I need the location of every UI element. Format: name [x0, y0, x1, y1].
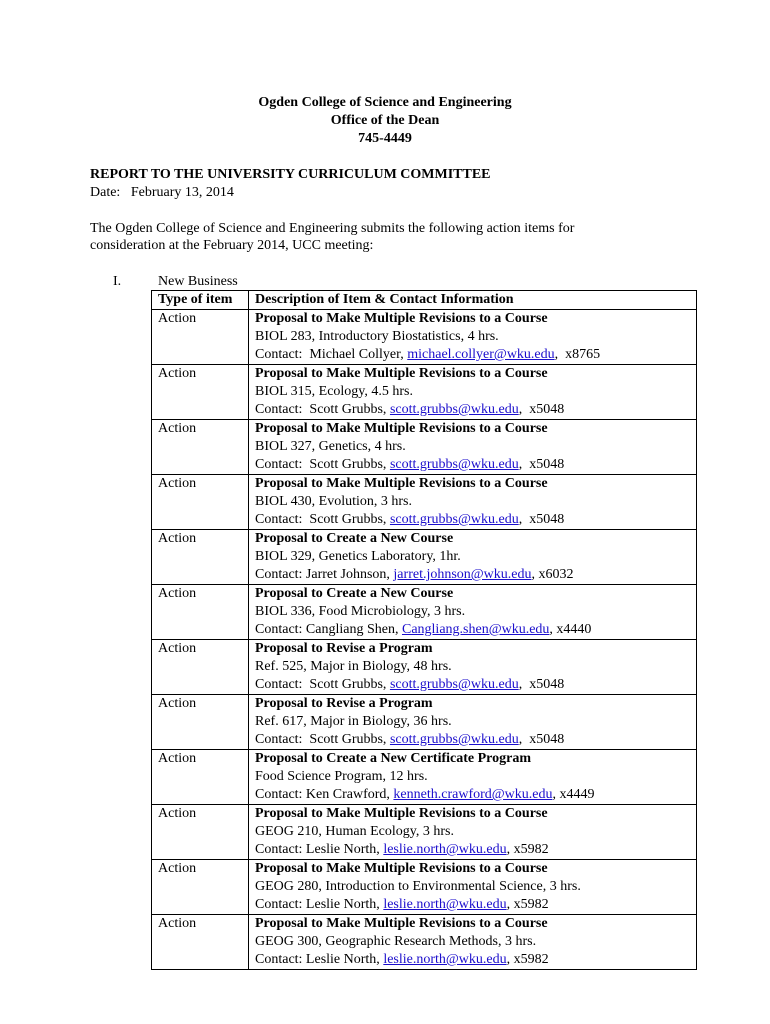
- table-row: [152, 475, 697, 530]
- item-contact: [255, 456, 696, 474]
- contact-extension: , x5982: [506, 842, 549, 857]
- item-description: [249, 310, 697, 365]
- contact-extension: , x5982: [506, 897, 549, 912]
- contact-extension: , x5048: [518, 457, 565, 472]
- contact-email-link[interactable]: kenneth.crawford@wku.edu: [393, 787, 553, 802]
- intro-line-1: The Ogden College of Science and Engineering submits the following action items for: [90, 221, 575, 236]
- section-numeral: I.: [113, 274, 122, 289]
- item-title: Proposal to Make Multiple Revisions to a Course: [255, 421, 548, 436]
- table-row: [152, 640, 697, 695]
- contact-extension: , x4440: [549, 622, 592, 637]
- item-detail: GEOG 300, Geographic Research Methods, 3 hrs.: [255, 934, 537, 949]
- contact-email-link[interactable]: leslie.north@wku.edu: [383, 952, 507, 967]
- col-desc-header: Description of Item & Contact Information: [249, 291, 697, 310]
- contact-email-link[interactable]: scott.grubbs@wku.edu: [389, 677, 519, 692]
- item-type: Action: [152, 420, 249, 475]
- contact-email-link[interactable]: jarret.johnson@wku.edu: [393, 567, 532, 582]
- item-type: Action: [152, 915, 249, 970]
- item-detail: BIOL 336, Food Microbiology, 3 hrs.: [255, 604, 466, 619]
- item-detail: GEOG 210, Human Ecology, 3 hrs.: [255, 824, 454, 839]
- item-contact: [255, 841, 696, 859]
- item-detail: BIOL 283, Introductory Biostatistics, 4 hrs.: [255, 329, 499, 344]
- item-contact: [255, 896, 696, 914]
- col-type-header: Type of item: [152, 291, 249, 310]
- item-detail: BIOL 327, Genetics, 4 hrs.: [255, 439, 406, 454]
- item-title: Proposal to Revise a Program: [255, 641, 433, 656]
- contact-extension: , x5048: [518, 677, 565, 692]
- table-header-row: [152, 291, 697, 310]
- item-contact: [255, 676, 696, 694]
- table-row: [152, 805, 697, 860]
- item-description: [249, 805, 697, 860]
- contact-extension: , x8765: [554, 347, 601, 362]
- contact-name: Contact: Michael Collyer,: [255, 347, 408, 362]
- table-row: [152, 585, 697, 640]
- contact-extension: , x4449: [552, 787, 595, 802]
- contact-name: Contact: Leslie North,: [255, 952, 384, 967]
- item-contact: [255, 731, 696, 749]
- item-description: [249, 475, 697, 530]
- item-detail: Ref. 525, Major in Biology, 48 hrs.: [255, 659, 452, 674]
- item-detail: BIOL 430, Evolution, 3 hrs.: [255, 494, 412, 509]
- contact-email-link[interactable]: michael.collyer@wku.edu: [407, 347, 555, 362]
- action-items-table: [151, 290, 697, 970]
- item-title: Proposal to Make Multiple Revisions to a Course: [255, 861, 548, 876]
- report-date: [90, 184, 234, 202]
- item-detail: GEOG 280, Introduction to Environmental Science, 3 hrs.: [255, 879, 581, 894]
- contact-name: Contact: Scott Grubbs,: [255, 677, 390, 692]
- item-title: Proposal to Make Multiple Revisions to a Course: [255, 311, 548, 326]
- contact-extension: , x5048: [518, 512, 565, 527]
- contact-name: Contact: Leslie North,: [255, 842, 384, 857]
- contact-email-link[interactable]: scott.grubbs@wku.edu: [389, 512, 519, 527]
- date-label: Date:: [90, 185, 121, 200]
- item-description: [249, 750, 697, 805]
- contact-extension: , x5048: [518, 732, 565, 747]
- item-contact: [255, 566, 696, 584]
- contact-name: Contact: Leslie North,: [255, 897, 384, 912]
- table-row: [152, 365, 697, 420]
- contact-email-link[interactable]: leslie.north@wku.edu: [383, 842, 507, 857]
- item-title: Proposal to Create a New Certificate Program: [255, 751, 532, 766]
- section-title: New Business: [158, 274, 238, 289]
- item-type: Action: [152, 805, 249, 860]
- report-title: REPORT TO THE UNIVERSITY CURRICULUM COMMITTEE: [90, 167, 491, 182]
- item-description: [249, 420, 697, 475]
- item-type: Action: [152, 860, 249, 915]
- contact-name: Contact: Jarret Johnson,: [255, 567, 394, 582]
- item-contact: [255, 346, 696, 364]
- item-title: Proposal to Make Multiple Revisions to a Course: [255, 806, 548, 821]
- item-description: [249, 640, 697, 695]
- office-name: Office of the Dean: [330, 113, 440, 128]
- contact-name: Contact: Ken Crawford,: [255, 787, 394, 802]
- contact-name: Contact: Cangliang Shen,: [255, 622, 402, 637]
- item-contact: [255, 401, 696, 419]
- item-type: Action: [152, 695, 249, 750]
- table-row: [152, 695, 697, 750]
- item-description: [249, 365, 697, 420]
- table-row: [152, 310, 697, 365]
- item-type: Action: [152, 585, 249, 640]
- item-description: [249, 585, 697, 640]
- item-title: Proposal to Make Multiple Revisions to a Course: [255, 916, 548, 931]
- item-type: Action: [152, 310, 249, 365]
- item-title: Proposal to Create a New Course: [255, 586, 454, 601]
- contact-email-link[interactable]: scott.grubbs@wku.edu: [389, 402, 519, 417]
- table-row: [152, 860, 697, 915]
- item-type: Action: [152, 365, 249, 420]
- intro-line-2: consideration at the February 2014, UCC meeting:: [90, 238, 374, 253]
- item-type: Action: [152, 750, 249, 805]
- item-title: Proposal to Create a New Course: [255, 531, 454, 546]
- date-value: February 13, 2014: [130, 185, 234, 200]
- item-type: Action: [152, 475, 249, 530]
- contact-name: Contact: Scott Grubbs,: [255, 402, 390, 417]
- item-description: [249, 860, 697, 915]
- item-detail: Food Science Program, 12 hrs.: [255, 769, 428, 784]
- item-title: Proposal to Revise a Program: [255, 696, 433, 711]
- item-contact: [255, 621, 696, 639]
- item-description: [249, 915, 697, 970]
- item-description: [249, 530, 697, 585]
- table-body: [152, 310, 697, 970]
- item-type: Action: [152, 640, 249, 695]
- contact-extension: , x5048: [518, 402, 565, 417]
- item-detail: BIOL 329, Genetics Laboratory, 1hr.: [255, 549, 461, 564]
- contact-email-link[interactable]: Cangliang.shen@wku.edu: [401, 622, 550, 637]
- contact-email-link[interactable]: scott.grubbs@wku.edu: [389, 457, 519, 472]
- item-type: Action: [152, 530, 249, 585]
- office-phone: 745-4449: [358, 131, 412, 146]
- contact-extension: , x6032: [531, 567, 574, 582]
- contact-name: Contact: Scott Grubbs,: [255, 732, 390, 747]
- item-contact: [255, 786, 696, 804]
- item-title: Proposal to Make Multiple Revisions to a Course: [255, 476, 548, 491]
- item-detail: BIOL 315, Ecology, 4.5 hrs.: [255, 384, 413, 399]
- table-row: [152, 530, 697, 585]
- item-title: Proposal to Make Multiple Revisions to a Course: [255, 366, 548, 381]
- contact-email-link[interactable]: scott.grubbs@wku.edu: [389, 732, 519, 747]
- table-row: [152, 750, 697, 805]
- item-contact: [255, 511, 696, 529]
- table-row: [152, 915, 697, 970]
- college-name: Ogden College of Science and Engineering: [258, 95, 512, 110]
- item-description: [249, 695, 697, 750]
- contact-name: Contact: Scott Grubbs,: [255, 512, 390, 527]
- contact-email-link[interactable]: leslie.north@wku.edu: [383, 897, 507, 912]
- item-contact: [255, 951, 696, 969]
- item-detail: Ref. 617, Major in Biology, 36 hrs.: [255, 714, 452, 729]
- contact-name: Contact: Scott Grubbs,: [255, 457, 390, 472]
- table-row: [152, 420, 697, 475]
- contact-extension: , x5982: [506, 952, 549, 967]
